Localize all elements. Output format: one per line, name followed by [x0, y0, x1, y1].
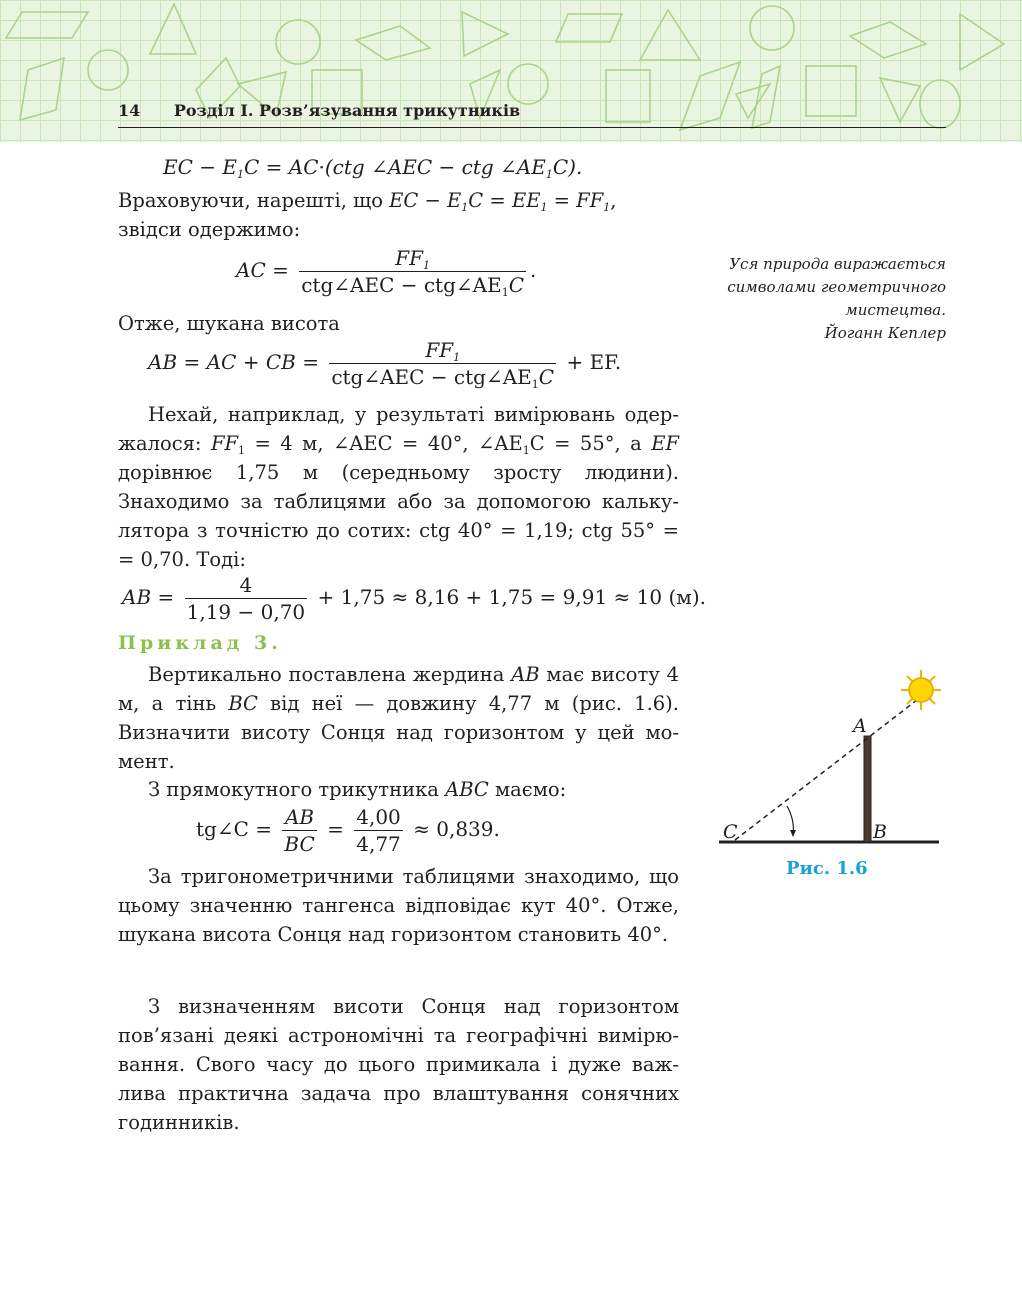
- equation-ac: AC = $\frac{FF_1}{ctg\angle AEC - ctg\angle AE_1C}$ .: [236, 246, 537, 299]
- header-band: [0, 0, 1022, 142]
- header-rule: [118, 127, 946, 128]
- running-head: [118, 101, 520, 120]
- paragraph-triangle: З прямокутного трикутника ABC маємо:: [148, 778, 567, 801]
- sun-ray: [735, 700, 917, 840]
- paragraph-astronomy: З визначенням висоти Сонця над горизонтом пов’язані деякі астрономічні та географічні вимірювання. Свого часу до цього примикала і дуже важлива практична задача про влаштування сонячних годинників.: [118, 995, 679, 1134]
- section-title: Розділ I. Розв’язування трикутників: [173, 101, 521, 120]
- equation-ab: AB = AC + CB = $\frac{FF_1}{ctg\angle AEC - ctg\angle AE_1C}$ + EF.: [148, 338, 622, 391]
- angle-arrow: [790, 830, 796, 837]
- figure-caption: Рис. 1.6: [786, 858, 868, 879]
- quote-author: Йоганн Кеплер: [824, 324, 946, 342]
- paragraph-height: Отже, шукана висота: [118, 312, 340, 335]
- quote-text: Уся природа виражається символами геометричного мистецтва.: [727, 255, 946, 319]
- equation-numeric: AB = $\frac{4}{1,19 - 0,70}$ + 1,75 ≈ 8,16 + 1,75 = 9,91 ≈ 10 (м).: [122, 573, 706, 624]
- example-title: Приклад 3.: [118, 632, 282, 654]
- figure-sun-pole: [705, 660, 945, 850]
- paragraph-problem: Вертикально поставлена жердина AB має висоту 4 м, а тінь BC від неї — довжину 4,77 м (рис. 1.6). Визначити висоту Сонця над горизонтом у цей момент.: [118, 663, 679, 773]
- label-a: A: [853, 715, 867, 737]
- pole-ab: [864, 736, 871, 842]
- kepler-quote: [706, 253, 946, 345]
- paragraph-example: Нехай, наприклад, у результаті вимірювань одержалося: $FF_1 = 4$ м, ∠AEC = 40°, $\angle AE_1C = 55^\circ$, а EF дорівнює 1,75 м (середньому зросту людини). Знаходимо за таблицями або за допомогою калькулятора з точністю до сотих: ctg 40° = 1,19; ctg 55° = = 0,70. Тоді:: [118, 403, 679, 571]
- label-c: C: [723, 821, 738, 843]
- equation-tangent: tg∠C = $\frac{AB}{BC}$ = $\frac{4,00}{4,77}$ ≈ 0,839.: [196, 805, 500, 856]
- paragraph-given: Враховуючи, нарешті, що EC − $E_1C = EE_1 = FF_1$, звідси одержимо:: [118, 189, 617, 241]
- paragraph-result: За тригонометричними таблицями знаходимо, що цьому значенню тангенса відповідає кут 40°. Отже, шукана висота Сонця над горизонтом становить 40°.: [118, 865, 679, 946]
- page-number: 14: [118, 101, 141, 120]
- label-b: B: [873, 821, 887, 843]
- equation-ec: EC − $E_1C = AC\cdot(ctg$ ∠AEC − ctg $\angle AE_1C$).: [163, 155, 583, 181]
- sun-icon: [901, 670, 941, 710]
- geometric-shapes-decoration: [0, 0, 1022, 142]
